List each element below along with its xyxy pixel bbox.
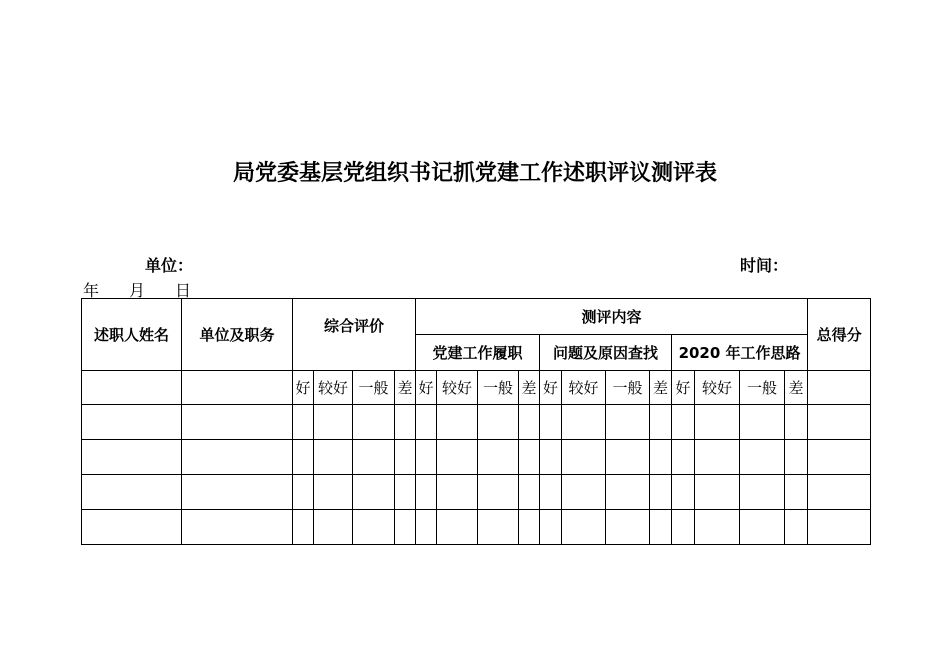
score-cell[interactable] [606,405,650,440]
grade-good: 好 [540,371,562,405]
grade-fairly-good: 较好 [437,371,478,405]
name-cell[interactable] [82,405,182,440]
score-cell[interactable] [353,475,395,510]
score-cell[interactable] [606,510,650,545]
grade-average: 一般 [353,371,395,405]
form-title: 局党委基层党组织书记抓党建工作述职评议测评表 [232,161,717,186]
score-cell[interactable] [314,440,353,475]
table-row [82,440,871,475]
score-cell[interactable] [416,405,437,440]
grade-average: 一般 [478,371,519,405]
grade-poor: 差 [395,371,416,405]
name-cell[interactable] [82,440,182,475]
score-cell[interactable] [672,440,695,475]
score-cell[interactable] [437,475,478,510]
score-cell[interactable] [562,475,606,510]
total-cell[interactable] [808,475,871,510]
score-cell[interactable] [740,440,785,475]
score-cell[interactable] [650,510,672,545]
date-day: 日 [175,281,192,300]
score-cell[interactable] [785,405,808,440]
name-cell[interactable] [82,475,182,510]
score-cell[interactable] [695,475,740,510]
header-row-1 [82,299,871,335]
grade-poor: 差 [785,371,808,405]
grade-average: 一般 [606,371,650,405]
unit-cell[interactable] [182,510,293,545]
score-cell[interactable] [519,405,540,440]
score-cell[interactable] [650,440,672,475]
score-cell[interactable] [353,440,395,475]
score-cell[interactable] [395,475,416,510]
score-cell[interactable] [672,405,695,440]
date-month: 月 [129,281,146,300]
total-cell[interactable] [808,510,871,545]
score-cell[interactable] [695,440,740,475]
score-cell[interactable] [293,475,314,510]
score-cell[interactable] [478,440,519,475]
grade-fairly-good: 较好 [314,371,353,405]
score-cell[interactable] [606,440,650,475]
score-cell[interactable] [437,510,478,545]
score-cell[interactable] [519,475,540,510]
table-row [82,405,871,440]
header-plan: 2020 年工作思路 [672,335,808,371]
score-cell[interactable] [650,475,672,510]
grade-poor: 差 [519,371,540,405]
grade-spacer-name [82,371,182,405]
header-party-duty: 党建工作履职 [416,335,540,371]
total-cell[interactable] [808,405,871,440]
score-cell[interactable] [540,475,562,510]
score-cell[interactable] [695,405,740,440]
score-cell[interactable] [293,440,314,475]
score-cell[interactable] [314,510,353,545]
score-cell[interactable] [437,405,478,440]
score-cell[interactable] [478,475,519,510]
score-cell[interactable] [293,405,314,440]
header-total: 总得分 [808,299,871,371]
grade-average: 一般 [740,371,785,405]
header-unit: 单位及职务 [182,299,293,371]
score-cell[interactable] [695,510,740,545]
score-cell[interactable] [740,510,785,545]
score-cell[interactable] [395,440,416,475]
date-year: 年 [83,281,100,300]
grade-good: 好 [293,371,314,405]
grade-poor: 差 [650,371,672,405]
score-cell[interactable] [672,475,695,510]
unit-label: 单位： [145,256,194,275]
unit-cell[interactable] [182,405,293,440]
grade-spacer-total [808,371,871,405]
score-cell[interactable] [606,475,650,510]
score-cell[interactable] [437,440,478,475]
total-cell[interactable] [808,440,871,475]
score-cell[interactable] [785,510,808,545]
score-cell[interactable] [395,405,416,440]
header-name: 述职人姓名 [82,299,182,371]
score-cell[interactable] [478,510,519,545]
score-cell[interactable] [650,405,672,440]
score-cell[interactable] [353,405,395,440]
score-cell[interactable] [416,475,437,510]
score-cell[interactable] [478,405,519,440]
score-cell[interactable] [672,510,695,545]
score-cell[interactable] [785,440,808,475]
score-cell[interactable] [314,405,353,440]
score-cell[interactable] [785,475,808,510]
table-row [82,510,871,545]
unit-cell[interactable] [182,475,293,510]
score-cell[interactable] [353,510,395,545]
grade-spacer-unit [182,371,293,405]
grade-fairly-good: 较好 [695,371,740,405]
score-cell[interactable] [540,440,562,475]
score-cell[interactable] [416,510,437,545]
table-row [82,475,871,510]
score-cell[interactable] [293,510,314,545]
score-cell[interactable] [540,405,562,440]
header-content: 测评内容 [416,299,808,335]
score-cell[interactable] [314,475,353,510]
time-label: 时间： [740,256,789,275]
grade-good: 好 [672,371,695,405]
score-cell[interactable] [740,405,785,440]
score-cell[interactable] [562,440,606,475]
grade-good: 好 [416,371,437,405]
score-cell[interactable] [740,475,785,510]
score-cell[interactable] [540,510,562,545]
score-cell[interactable] [519,440,540,475]
grade-row [82,371,871,405]
evaluation-table [81,298,871,545]
score-cell[interactable] [562,510,606,545]
unit-cell[interactable] [182,440,293,475]
score-cell[interactable] [416,440,437,475]
score-cell[interactable] [519,510,540,545]
header-overall: 综合评价 [293,299,416,371]
name-cell[interactable] [82,510,182,545]
grade-fairly-good: 较好 [562,371,606,405]
score-cell[interactable] [395,510,416,545]
header-problem: 问题及原因查找 [540,335,672,371]
score-cell[interactable] [562,405,606,440]
